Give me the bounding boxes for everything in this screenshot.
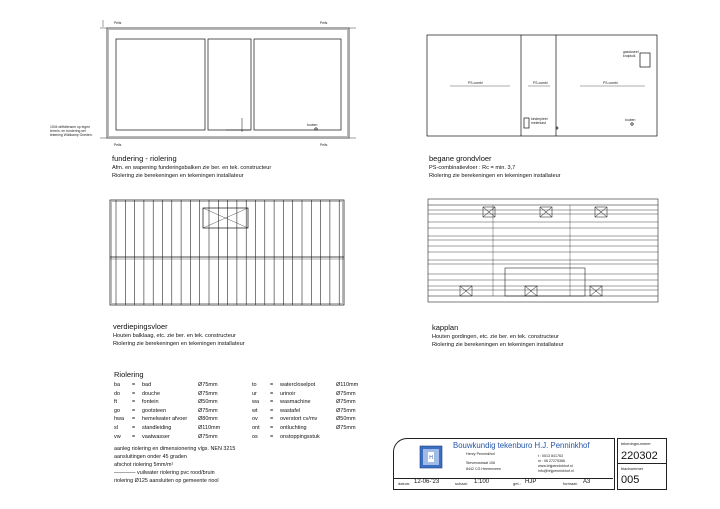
right-row <box>252 391 382 399</box>
legend-eq: = <box>270 390 274 397</box>
legend-notes <box>114 445 235 485</box>
roof-hatch <box>595 207 607 217</box>
ontluchting-label: touben <box>307 123 318 127</box>
peil-label-4: Peils <box>320 143 328 147</box>
legend-eq: = <box>132 416 136 423</box>
legend-name: gootsteen <box>142 407 167 414</box>
left-row <box>114 382 249 390</box>
phone: t : 0513 841763 <box>538 454 563 458</box>
scale-label: schaal: <box>455 481 468 486</box>
legend-code: ba <box>114 382 121 388</box>
legend-code: ov <box>252 416 258 423</box>
meter-label-1: gasdoseel <box>623 50 639 54</box>
contact-name: Henry Penninkhof <box>466 452 495 456</box>
roof-hatch <box>483 207 495 217</box>
right-row <box>252 382 382 390</box>
legend-code: sl <box>114 425 118 431</box>
legend-name: bad <box>142 382 152 388</box>
legend-dia: Ø75mm <box>336 399 356 406</box>
drawn-value: HJP <box>525 479 537 485</box>
foundation-note-3: tekening Wildkamp Oneden. <box>50 133 93 137</box>
legend-name: wastafel <box>280 407 301 414</box>
foundation-title: fundering - riolering <box>112 154 177 163</box>
legend-eq: = <box>270 433 274 440</box>
legend-eq: = <box>270 407 274 414</box>
legend-eq: = <box>270 382 274 388</box>
legend-code: ft <box>114 399 118 406</box>
legend-eq: = <box>132 382 136 388</box>
address-line-2: 8442 CG Heerenveen <box>466 467 501 471</box>
legend-eq: = <box>270 425 274 431</box>
legend-dia: Ø75mm <box>198 390 218 397</box>
foundation-line-2: Riolering zie berekeningen en tekeningen installateur <box>112 173 244 179</box>
roof-hatch <box>540 207 552 217</box>
floor-line-2: Riolering zie berekeningen en tekeningen installateur <box>113 341 245 347</box>
drawing-number: 220302 <box>621 450 658 462</box>
foundation-note-1: 1004 driftdiensen op eigen <box>50 125 90 129</box>
legend-code: to <box>252 382 257 388</box>
email: info@bhjpenninkhof.nl <box>538 469 574 473</box>
legend-dia: Ø50mm <box>198 399 218 406</box>
legend-dia: Ø75mm <box>336 407 356 414</box>
roof-plan <box>425 194 663 308</box>
right-row <box>252 408 382 416</box>
roof-hatch <box>460 286 472 296</box>
legend-dia: Ø75mm <box>336 425 356 431</box>
address-line-1: Stevensstraat 106 <box>466 461 495 465</box>
legend-note-5: riolering Ø125 aansluiten op gemeente riool <box>114 478 219 485</box>
legend-eq: = <box>270 399 274 406</box>
drawing-number-label: tekeningnummer <box>621 441 651 446</box>
legend-dia: Ø75mm <box>198 407 218 414</box>
floor-plan <box>108 196 348 310</box>
mobile: m : 06 27275366 <box>538 459 565 463</box>
legend-name: standleiding <box>142 425 172 431</box>
legend-code: ur <box>252 390 257 397</box>
ground-line-2: Riolering zie berekeningen en tekeningen installateur <box>429 173 561 179</box>
legend-name: urinoir <box>280 390 296 397</box>
legend-note-2: aansluitingen onder 45 graden <box>114 454 187 461</box>
company-name: Bouwkundig tekenburo H.J. Penninkhof <box>453 441 590 450</box>
legend-note-1: aanleg riolering en dimensionering vlgs. NEN 3215 <box>114 446 236 452</box>
legend-note-3: afschot riolering 5mm/m¹ <box>114 462 174 469</box>
legend-left-column <box>114 382 249 444</box>
legend-name: douche <box>142 390 161 397</box>
date-label: datum: <box>398 481 411 486</box>
ground-floor-plan <box>420 28 665 143</box>
legend-code: do <box>114 390 121 397</box>
left-row <box>114 408 249 416</box>
left-row <box>114 399 249 407</box>
legend-code: ont <box>252 425 260 431</box>
ps-label-2: PS-combi <box>533 81 548 85</box>
foundation-plan <box>50 18 360 148</box>
left-row <box>114 425 249 433</box>
legend-eq: = <box>132 390 136 397</box>
roof-hatch <box>525 286 537 296</box>
legend-code: wt <box>252 407 258 414</box>
legend-dia: Ø75mm <box>198 433 218 440</box>
legend-code: vw <box>114 433 121 440</box>
format-label: formaat: <box>563 481 578 486</box>
legend-name: fontein <box>142 399 159 406</box>
legend-code: go <box>114 407 121 414</box>
legend-note-4: ———— vuilwater riolering pvc rood/bruin <box>114 470 215 477</box>
ground-title: begane grondvloer <box>429 154 492 163</box>
legend-eq: = <box>132 425 136 431</box>
foundation-note-2: terrein, en fundering sel <box>50 129 86 133</box>
legend-eq: = <box>132 407 136 414</box>
sheet-number-label: bladnummer <box>621 466 644 471</box>
legend-dia: Ø75mm <box>198 382 218 388</box>
left-row <box>114 416 249 424</box>
svg-text:H: H <box>429 455 433 461</box>
legend-heading: Riolering <box>114 370 144 379</box>
floor-line-1: Houten balklaag, etc. zie ber. en tek. constructeur <box>113 333 236 339</box>
ground-small-label: touben <box>625 118 636 122</box>
pipe-label-1: kinderpleet <box>531 117 548 121</box>
left-row <box>114 391 249 399</box>
legend-dia: Ø50mm <box>336 416 356 423</box>
date-value: 12-06-'23 <box>414 479 440 485</box>
legend-eq: = <box>132 433 136 440</box>
legend-name: ontluchting <box>280 425 307 431</box>
format-value: A3 <box>583 479 591 485</box>
company-logo <box>418 442 446 472</box>
legend-name: onstoppingsstuk <box>280 433 320 440</box>
legend-name: overstort cv/mv <box>280 416 318 423</box>
legend-code: hwa <box>114 416 125 423</box>
right-row <box>252 399 382 407</box>
drawn-label: get.: <box>513 481 521 486</box>
legend-name: wasmachine <box>280 399 311 406</box>
right-row <box>252 416 382 424</box>
legend-dia: Ø75mm <box>336 390 356 397</box>
legend-code: wa <box>252 399 260 406</box>
foundation-line-1: Afm. en wapening funderingsbalken zie ber. en tek. constructeur <box>112 165 272 171</box>
legend-dia: Ø110mm <box>198 425 221 431</box>
legend-code: os <box>252 433 258 440</box>
legend-right-column <box>252 382 382 444</box>
right-row <box>252 425 382 433</box>
floor-title: verdiepingsvloer <box>113 322 168 331</box>
roof-line-1: Houten gordingen, etc. zie ber. en tek. constructeur <box>432 334 559 340</box>
legend-name: watercloselpot <box>280 382 316 388</box>
roof-title: kapplan <box>432 323 459 332</box>
legend-dia: Ø110mm <box>336 382 359 388</box>
legend-name: vaatwasser <box>142 433 170 440</box>
scale-value: 1:100 <box>474 479 490 485</box>
peil-label-1: Peils <box>114 21 122 25</box>
meter-label-2: kruipluik <box>623 54 636 58</box>
ground-line-1: PS-combinatievloer : Rc = min. 3,7 <box>429 165 516 171</box>
roof-line-2: Riolering zie berekeningen en tekeningen installateur <box>432 342 564 348</box>
ps-label-1: PS-combi <box>468 81 483 85</box>
sheet-number: 005 <box>621 474 640 486</box>
left-row <box>114 434 249 442</box>
legend-dia: Ø80mm <box>198 416 218 423</box>
roof-hatch <box>590 286 602 296</box>
legend-eq: = <box>132 399 136 406</box>
legend-eq: = <box>270 416 274 423</box>
right-row <box>252 434 382 442</box>
website: www.bhjpenninkhof.nl <box>538 464 573 468</box>
ps-label-3: PS-combi <box>603 81 618 85</box>
peil-label-2: Peils <box>320 21 328 25</box>
peil-label-3: Peils <box>114 143 122 147</box>
pipe-label-2: meterkast <box>531 121 546 125</box>
legend-name: hemelwater afvoer <box>142 416 188 423</box>
